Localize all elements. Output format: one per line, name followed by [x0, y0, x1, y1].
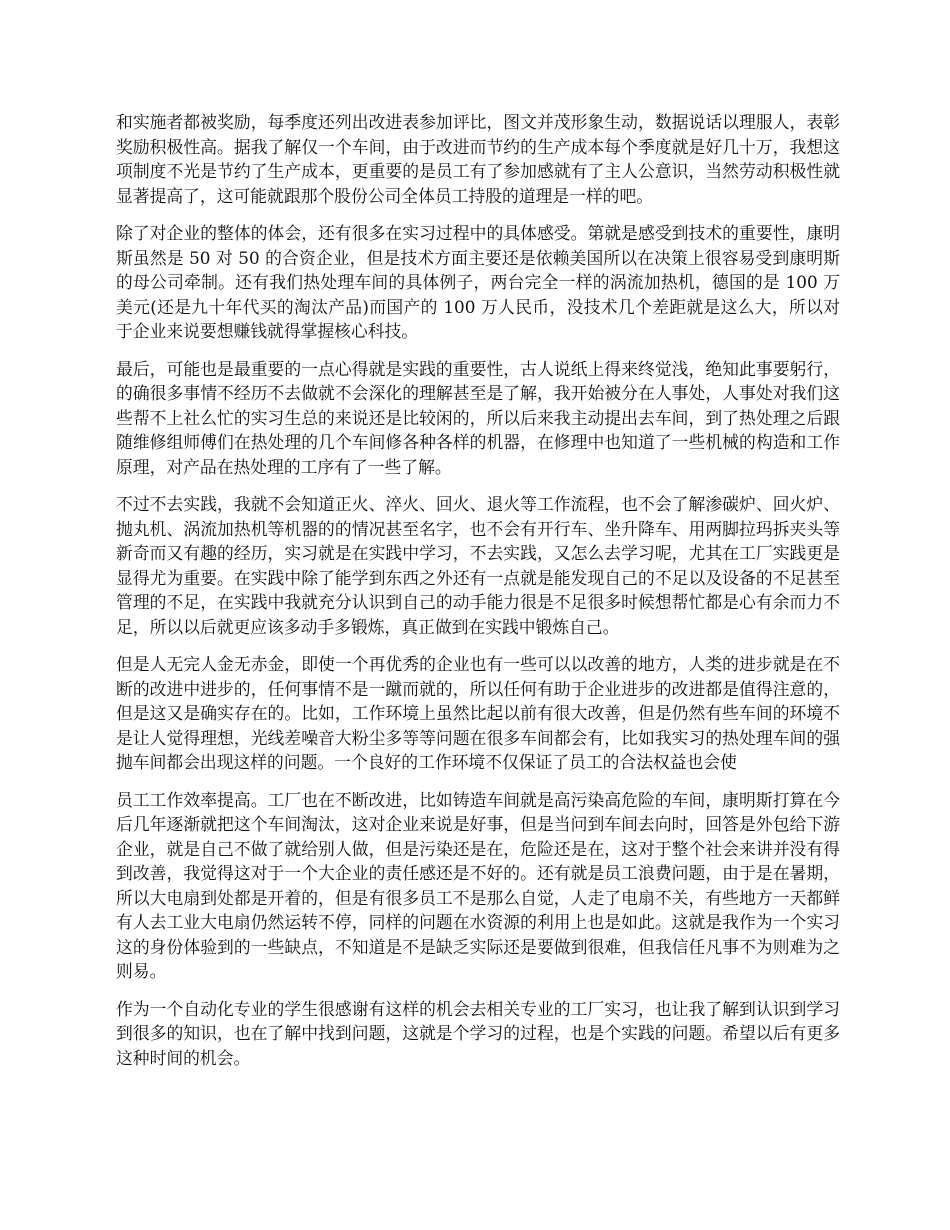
paragraph-5: 但是人无完人金无赤金，即使一个再优秀的企业也有一些可以以改善的地方，人类的进步就是在不断的改进中进步的，任何事情不是一蹴而就的，所以任何有助于企业进步的改进都是值得注意的，但是这又是确实存在的。比如，工作环境上虽然比起以前有很大改善，但是仍然有些车间的环境不是让人觉得理想，光线差噪音大粉尘多等等问题在很多车间都会有，比如我实习的热处理车间的强抛车间都会出现这样的问题。一个良好的工作环境不仅保证了员工的合法权益也会使	[116, 654, 840, 772]
paragraph-2: 除了对企业的整体的体会，还有很多在实习过程中的具体感受。第就是感受到技术的重要性，康明斯虽然是 50 对 50 的合资企业，但是技术方面主要还是依赖美国所以在决策上很容易受到康明斯的母公司牵制。还有我们热处理车间的具体例子，两台完全一样的涡流加热机，德国的是 100 万美元(还是九十年代买的淘汰产品)而国产的 100 万人民币，没技术几个差距就是这么大，所以对于企业来说要想赚钱就得掌握核心科技。	[116, 223, 840, 341]
paragraph-1: 和实施者都被奖励，每季度还列出改进表参加评比，图文并茂形象生动，数据说话以理服人，表彰奖励积极性高。据我了解仅一个车间，由于改进而节约的生产成本每个季度就是好几十万，我想这项制度不光是节约了生产成本，更重要的是员工有了参加感就有了主人公意识，当然劳动积极性就显著提高了，这可能就跟那个股份公司全体员工持股的道理是一样的吧。	[116, 112, 840, 206]
paragraph-6: 员工工作效率提高。工厂也在不断改进，比如铸造车间就是高污染高危险的车间，康明斯打算在今后几年逐渐就把这个车间淘汰，这对企业来说是好事，但是当问到车间去向时，回答是外包给下游企业，就是自己不做了就给别人做，但是污染还是在，危险还是在，这对于整个社会来讲并没有得到改善，我觉得这对于一个大企业的责任感还是不好的。还有就是员工浪费问题，由于是在暑期，所以大电扇到处都是开着的，但是有很多员工不是那么自觉，人走了电扇不关，有些地方一天都鲜有人去工业大电扇仍然运转不停，同样的问题在水资源的利用上也是如此。这就是我作为一个实习这的身份体验到的一些缺点，不知道是不是缺乏实际还是要做到很难，但我信任凡事不为则难为之则易。	[116, 789, 840, 981]
document-body	[116, 110, 840, 1083]
paragraph-3: 最后，可能也是最重要的一点心得就是实践的重要性，古人说纸上得来终觉浅，绝知此事要躬行，的确很多事情不经历不去做就不会深化的理解甚至是了解，我开始被分在人事处，人事处对我们这些帮不上社么忙的实习生总的来说还是比较闲的，所以后来我主动提出去车间，到了热处理之后跟随维修组师傅们在热处理的几个车间修各种各样的机器，在修理中也知道了一些机械的构造和工作原理，对产品在热处理的工序有了一些了解。	[116, 358, 840, 477]
paragraph-7: 作为一个自动化专业的学生很感谢有这样的机会去相关专业的工厂实习，也让我了解到认识到学习到很多的知识，也在了解中找到问题，这就是个学习的过程，也是个实践的问题。希望以后有更多这种时间的机会。	[116, 998, 840, 1068]
paragraph-4: 不过不去实践，我就不会知道正火、淬火、回火、退火等工作流程，也不会了解渗碳炉、回火炉、抛丸机、涡流加热机等机器的的情况甚至名字，也不会有开行车、坐升降车、用两脚拉玛拆夹头等新奇而又有趣的经历，实习就是在实践中学习，不去实践，又怎么去学习呢，尤其在工厂实践更是显得尤为重要。在实践中除了能学到东西之外还有一点就是能发现自己的不足以及设备的不足甚至管理的不足，在实践中我就充分认识到自己的动手能力很是不足很多时候想帮忙都是心有余而力不足，所以以后就更应该多动手多锻炼，真正做到在实践中锻炼自己。	[116, 494, 840, 637]
